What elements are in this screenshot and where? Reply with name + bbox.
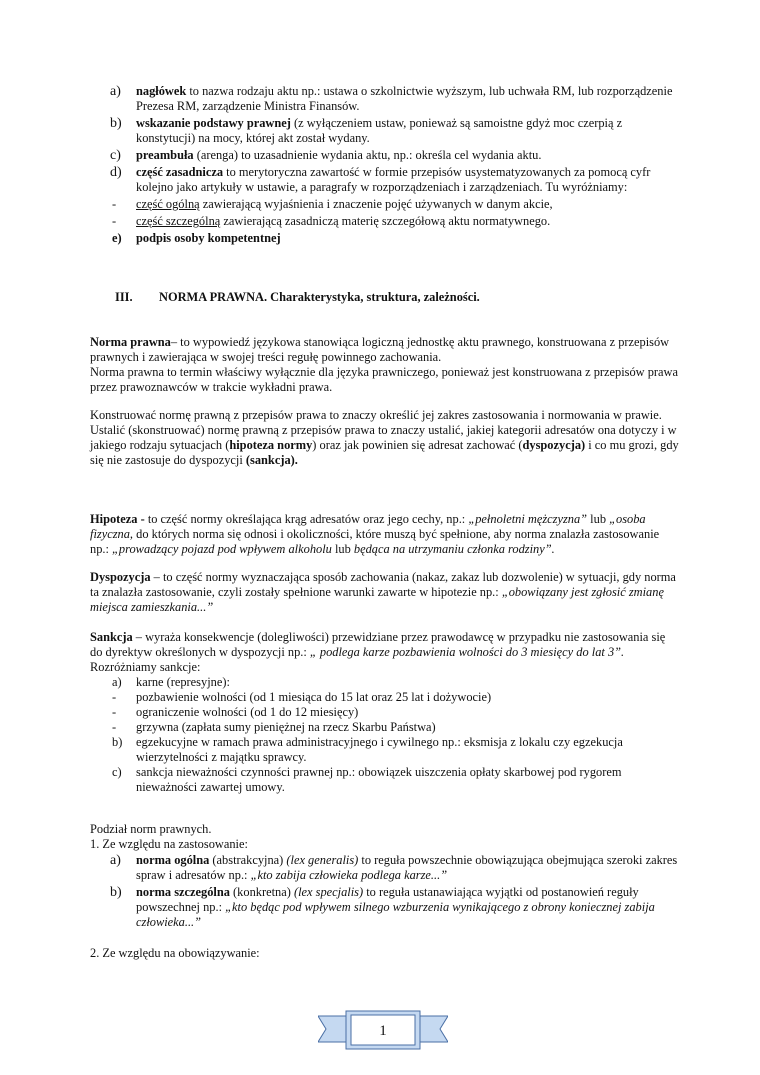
def-p1 xyxy=(90,335,680,365)
example: będąca na utrzymaniu członka rodziny”. xyxy=(353,542,555,556)
sankcja-text xyxy=(90,630,680,660)
term-sankcja: (sankcja). xyxy=(245,453,298,467)
item-text: zawierającą zasadniczą materię szczegółową aktu normatywnego. xyxy=(220,214,551,228)
page-number-banner xyxy=(318,1008,448,1052)
ribbon-left-tail xyxy=(318,1016,348,1042)
list-item-c xyxy=(90,148,680,163)
sankcja-types-intro: Rozróżniamy sankcje: xyxy=(90,660,201,674)
sankcja-item xyxy=(90,735,680,765)
list-item-e xyxy=(90,231,680,246)
hipoteza-paragraph xyxy=(90,512,680,557)
term-naglowek: nagłówek xyxy=(136,84,187,98)
text: i co mu grozi, gdy się nie zastosuje do dyspozycji xyxy=(90,438,679,467)
term-hipoteza: hipoteza normy xyxy=(229,438,313,452)
item-text: zawierającą wyjaśnienia i znaczenie pojęć używanych w danym akcie, xyxy=(199,197,553,211)
item-text: karne (represyjne): xyxy=(136,675,230,689)
text: – wyraża konsekwencje (dolegliwości) przewidziane przez prawodawcę w przypadku nie zastosowania się do dyrektyw określonych w dyspozycji np.: xyxy=(90,630,666,659)
sankcja-item xyxy=(90,720,680,735)
def-text: – to wypowiedź językowa stanowiąca logiczną jednostkę aktu prawnego, konstruowana z przepisów prawnych i zawierająca w swojej treści regułę powinnego zachowania. xyxy=(90,335,670,364)
item-text: ograniczenie wolności (od 1 do 12 miesięcy) xyxy=(136,705,359,719)
item-text: grzywna (zapłata sumy pieniężnej na rzecz Skarbu Państwa) xyxy=(136,720,436,734)
list-marker: e) xyxy=(112,231,122,245)
item-text: (arenga) to uzasadnienie wydania aktu, np.: określa cel wydania aktu. xyxy=(193,148,542,162)
text: lub xyxy=(331,542,354,556)
list-marker: b) xyxy=(110,116,122,131)
list-item-d xyxy=(90,165,680,195)
example: „pełnoletni mężczyzna” xyxy=(468,512,588,526)
list-item-a xyxy=(90,84,680,114)
division-item-b xyxy=(90,885,680,930)
division-title: Podział norm prawnych. xyxy=(90,822,212,836)
term-norma-prawna: Norma prawna xyxy=(90,335,171,349)
item-text: sankcja nieważności czynności prawnej np.: obowiązek uiszczenia opłaty skarbowej pod rygorem nieważności zawartej umowy. xyxy=(136,765,622,794)
list-marker: c) xyxy=(110,148,121,163)
term-czesc-ogolna: część ogólną xyxy=(136,197,200,211)
section-heading xyxy=(115,290,480,305)
sankcja-paragraph xyxy=(90,630,680,795)
ribbon-right-tail xyxy=(418,1016,448,1042)
example: „obowiązany jest zgłosić zmianę miejsca zamieszkania...” xyxy=(90,585,664,614)
text: ) oraz jak powinien się adresat zachować ( xyxy=(312,438,523,452)
term-podpis: podpis osoby kompetentnej xyxy=(136,231,281,245)
example: „kto zabija człowieka podlega karze...” xyxy=(250,868,448,882)
term-norma-szczegolna: norma szczególna xyxy=(136,885,230,899)
term-czesc-szczegolna: część szczególną xyxy=(136,214,221,228)
division-section xyxy=(90,822,680,961)
definition-paragraph xyxy=(90,335,680,395)
term-podstawa: wskazanie podstawy prawnej xyxy=(136,116,291,130)
def-p2: Norma prawna to termin właściwy wyłącznie dla języka prawniczego, ponieważ jest konstruowana z przepisów prawa przez prawoznawców w trakcie wykładni prawa. xyxy=(90,365,678,394)
construct-paragraph xyxy=(90,408,680,468)
example: „ podlega karze pozbawienia wolności do 3 miesięcy do lat 3”. xyxy=(309,645,625,659)
list-item-d1 xyxy=(90,197,680,212)
top-list xyxy=(90,84,680,246)
item-text: pozbawienie wolności (od 1 miesiąca do 15 lat oraz 25 lat i dożywocie) xyxy=(136,690,492,704)
division-sub1: 1. Ze względu na zastosowanie: xyxy=(90,837,248,851)
text: (konkretna) xyxy=(229,885,294,899)
term-norma-ogolna: norma ogólna xyxy=(136,853,210,867)
dyspozycja-label: Dyspozycja xyxy=(90,570,151,584)
text: Ustalić (skonstruować) normę prawną z przepisów prawa to znaczy ustalić, jakiej kategorii adresatów ona dotyczy i w jakiego rodzaju sytuacjach ( xyxy=(90,423,677,452)
item-text: to nazwa rodzaju aktu np.: ustawa o szkolnictwie wyższym, lub uchwała RM, lub rozporządzenie Prezesa RM, zarządzenie Ministra Finansów. xyxy=(136,84,673,113)
list-marker: a) xyxy=(110,853,121,868)
sankcja-item xyxy=(90,675,680,690)
hipoteza-text xyxy=(90,512,680,557)
hipoteza-label: Hipoteza - xyxy=(90,512,145,526)
term-czesc-zasadnicza: część zasadnicza xyxy=(136,165,224,179)
list-item-d2 xyxy=(90,214,680,229)
list-marker: a) xyxy=(110,84,121,99)
sankcja-item xyxy=(90,705,680,720)
latin-term: (lex generalis) xyxy=(286,853,359,867)
sankcja-item xyxy=(90,690,680,705)
text: to część normy określająca krąg adresatów oraz jego cechy, np.: xyxy=(144,512,469,526)
construct-p1: Konstruować normę prawną z przepisów prawa to znaczy określić jej zakres zastosowania i normowania w prawie. xyxy=(90,408,662,422)
list-marker: b) xyxy=(110,885,122,900)
division-item-a xyxy=(90,853,680,883)
dash-marker: - xyxy=(112,214,117,228)
dash-marker: - xyxy=(112,720,117,734)
sankcja-item xyxy=(90,765,680,795)
item-text: egzekucyjne w ramach prawa administracyjnego i cywilnego np.: eksmisja z lokalu czy egzekucja wierzytelności z majątku sprawcy. xyxy=(136,735,623,764)
term-preambula: preambuła xyxy=(136,148,194,162)
example: „prowadzący pojazd pod wpływem alkoholu xyxy=(112,542,332,556)
division-sub2: 2. Ze względu na obowiązywanie: xyxy=(90,946,260,960)
list-marker: b) xyxy=(112,735,123,749)
text: – to część normy wyznaczająca sposób zachowania (nakaz, zakaz lub dozwolenie) w sytuacji, gdy norma ta znalazła zastosowanie, czyli zostały spełnione warunki zawarte w hipotezie np.: xyxy=(90,570,676,599)
text: (abstrakcyjna) xyxy=(209,853,287,867)
term-dyspozycja: dyspozycja) xyxy=(522,438,586,452)
dyspozycja-text xyxy=(90,570,680,615)
example: „osoba fizyczna, xyxy=(90,512,646,541)
item-text: (z wyłączeniem ustaw, ponieważ są samoistne gdyż moc czerpią z konstytucji) na mocy, której akt został wydany. xyxy=(136,116,623,145)
text: to reguła powszechnie obowiązująca obejmująca szeroki zakres spraw i adresatów np.: xyxy=(136,853,678,882)
dyspozycja-paragraph xyxy=(90,570,680,615)
sankcja-label: Sankcja xyxy=(90,630,133,644)
list-marker: d) xyxy=(110,165,122,180)
item-text: to merytoryczna zawartość w formie przepisów usystematyzowanych za pomocą cyfr kolejno jako artykuły w ustawie, a paragrafy w rozporządzeniach i zarządzeniach. Tu wyróżniamy: xyxy=(136,165,651,194)
section-title: NORMA PRAWNA. Charakterystyka, struktura, zależności. xyxy=(159,290,480,304)
text: to reguła ustanawiająca wyjątki od postanowień reguły powszechnej np.: xyxy=(136,885,639,914)
text: lub xyxy=(587,512,610,526)
page-number: 1 xyxy=(379,1023,387,1039)
dash-marker: - xyxy=(112,690,117,704)
latin-term: (lex specjalis) xyxy=(293,885,364,899)
example: „kto będąc pod wpływem silnego wzburzenia wynikającego z obrony koniecznej zabija człowieka...” xyxy=(136,900,655,929)
list-marker: c) xyxy=(112,765,122,779)
list-marker: a) xyxy=(112,675,122,689)
text: do których norma się odnosi i okoliczności, które muszą być spełnione, aby norma znalazła zastosowanie np.: xyxy=(90,527,660,556)
construct-p2 xyxy=(90,423,680,468)
list-item-b xyxy=(90,116,680,146)
dash-marker: - xyxy=(112,705,117,719)
dash-marker: - xyxy=(112,197,117,211)
section-numeral: III. xyxy=(115,290,133,304)
